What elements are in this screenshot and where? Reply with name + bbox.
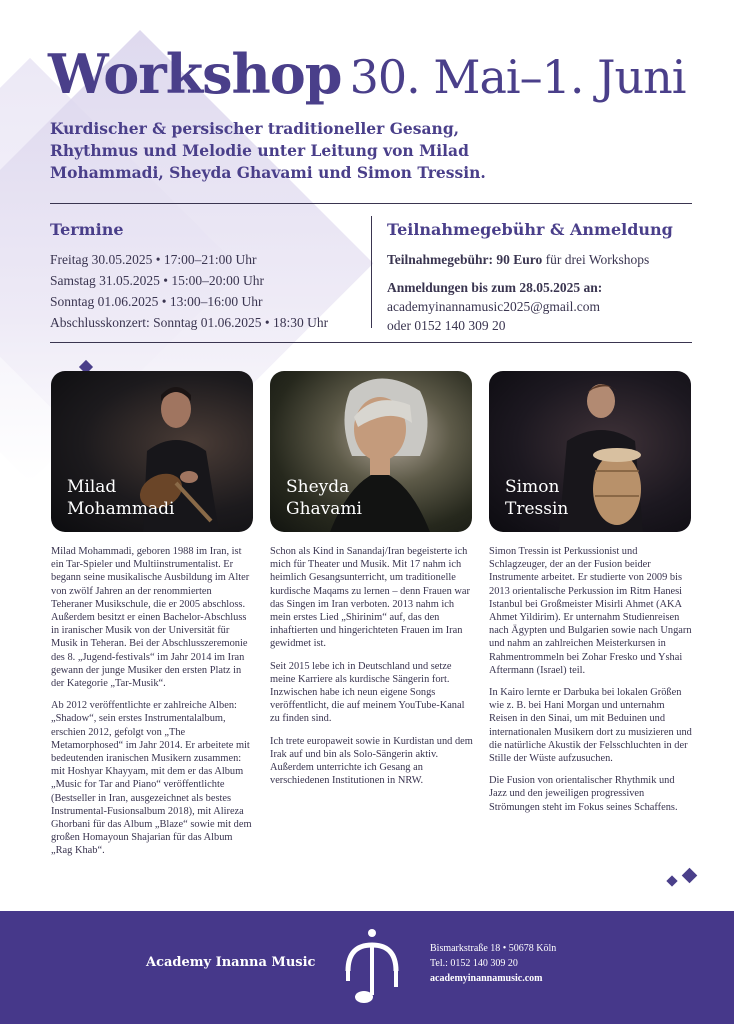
email-link[interactable]: academyinannamusic2025@gmail.com	[387, 299, 600, 314]
diamond-decoration-large	[682, 868, 698, 884]
bio-paragraph: In Kairo lernte er Darbuka bei lokalen Größen wie z. B. bei Hani Morgan und unternahm Reisen in den Sinai, um mit Beduinen und internationalen Musikern dort zu musizieren und die natürliche Akustik der Felsschluchten in der Stille der Wüste aufzusuchen.	[489, 687, 692, 765]
divider-vertical	[371, 216, 372, 328]
page-title	[48, 42, 686, 106]
bio-paragraph: Die Fusion von orientalischer Rhythmik und Jazz und den jeweiligen progressiven Strömungen steht im Fokus seines Schaffens.	[489, 775, 678, 813]
inanna-logo-icon	[336, 923, 408, 1011]
footer	[0, 911, 734, 1024]
divider-top	[50, 203, 692, 204]
fee-rest: für drei Workshops	[542, 252, 650, 267]
deadline-text: Anmeldungen bis zum 28.05.2025 an:	[387, 280, 603, 295]
registration-heading: Teilnahmegebühr & Anmeldung	[387, 220, 673, 239]
footer-brand: Academy Inanna Music	[146, 955, 316, 970]
termine-date-4: Abschlusskonzert: Sonntag 01.06.2025 • 18:30 Uhr	[50, 315, 329, 330]
bio-paragraph: Seit 2015 lebe ich in Deutschland und setze meine Karriere als kurdische Sängerin fort. Inzwischen habe ich neun eigene Songs veröffentlicht, die auf meinem YouTube-Kanal zu finden sind.	[270, 660, 465, 725]
artist-name-sheyda: Sheyda Ghavami	[286, 477, 362, 519]
artist-photo-milad	[51, 371, 253, 532]
title-workshop: Workshop	[48, 42, 342, 106]
diamond-decoration-small	[666, 875, 677, 886]
footer-contact	[430, 941, 556, 986]
termine-list	[50, 249, 328, 333]
page-subtitle: Kurdischer & persischer traditioneller Gesang, Rhythmus und Melodie unter Leitung von Milad Mohammadi, Sheyda Ghavami und Simon Tressin.	[50, 119, 486, 182]
bio-milad	[51, 545, 254, 867]
artist-photo-simon	[489, 371, 691, 532]
bio-simon	[489, 545, 692, 823]
termine-date-2: Samstag 31.05.2025 • 15:00–20:00 Uhr	[50, 273, 264, 288]
termine-heading: Termine	[50, 220, 124, 239]
footer-website[interactable]: academyinannamusic.com	[430, 973, 543, 984]
footer-address: Bismarkstraße 18 • 50678 Köln	[430, 943, 557, 954]
bio-paragraph: Schon als Kind in Sanandaj/Iran begeisterte ich mich für Theater und Musik. Mit 17 nahm ich heimlich Gesangsunterricht, um traditionelle kurdische Maqams zu lernen – denn Frauen war das Singen im Iran verboten. 2013 nahm ich mein erstes Lied „Shirinim“ auf, das den inhaftierten und hingerichteten Frauen im Iran gewidmet ist.	[270, 546, 470, 650]
bio-paragraph: Ab 2012 veröffentlichte er zahlreiche Alben: „Shadow“, sein erstes Instrumentalalbum, erschien 2012, gefolgt von „The Metamorphosed“ im Jahr 2014. Er arbeitete mit bedeutenden iranischen Musikern zusammen: mit Hoshyar Khayyam, mit dem er das Album „Music for Tar and Piano“ veröffentlichte (Bestseller in Iran, ausgezeichnet als bestes Instrumental-Fusionsalbum 2018), mit Alireza Ghorbani für das Album „Blaze“ sowie mit dem großen Homayoun Shajarian für das Album „Rag Khab“.	[51, 700, 252, 857]
termine-date-3: Sonntag 01.06.2025 • 13:00–16:00 Uhr	[50, 294, 263, 309]
bio-sheyda	[270, 545, 473, 796]
fee-label: Teilnahmegebühr: 90 Euro	[387, 252, 543, 267]
divider-bottom	[50, 342, 692, 343]
termine-date-1: Freitag 30.05.2025 • 17:00–21:00 Uhr	[50, 252, 257, 267]
bio-paragraph: Simon Tressin ist Perkussionist und Schlagzeuger, der an der Fusion beider Instrumente arbeitet. Er studierte von 2009 bis 2013 orientalische Perkussion im Ritm Hanesi Istanbul bei Großmeister Misirli Ahmet (AKA Ahmet Yildirim). Er unternahm Studienreisen nach Ägypten und Bulgarien sowie nach Ungarn und nahm an zahlreichen Meisterkursen in Rahmentrommeln bei Zohar Fresko und Yshai Aftermann (Israel) teil.	[489, 546, 692, 676]
phone-text: oder 0152 140 309 20	[387, 318, 506, 333]
artist-name-simon: Simon Tressin	[505, 477, 569, 519]
artist-name-milad: Milad Mohammadi	[67, 477, 175, 519]
footer-phone: Tel.: 0152 140 309 20	[430, 958, 518, 969]
artist-photo-sheyda	[270, 371, 472, 532]
bio-paragraph: Ich trete europaweit sowie in Kurdistan und dem Irak auf und bin als Solo-Sängerin aktiv. Außerdem unterrichte ich Gesang an verschiedenen Institutionen in NRW.	[270, 735, 473, 787]
title-dates: 30. Mai–1. Juni	[349, 50, 686, 104]
bio-paragraph: Milad Mohammadi, geboren 1988 im Iran, ist ein Tar-Spieler und Multiinstrumentalist. Er begann seine musikalische Ausbildung im Alter von zwölf Jahren an der renommierten Teheraner Musikschule, die er 2005 abschloss. Außerdem besitzt er einen Bachelor-Abschluss in iranischer Musik von der Universität für Musik in Teheran. Bei der Abschlusszeremonie des 8. „Jugend-festivals“ im Jahr 2014 im Iran gewann der junge Musiker den ersten Platz in der Kategorie „Tar-Musik“.	[51, 546, 250, 690]
registration-info	[387, 250, 687, 335]
